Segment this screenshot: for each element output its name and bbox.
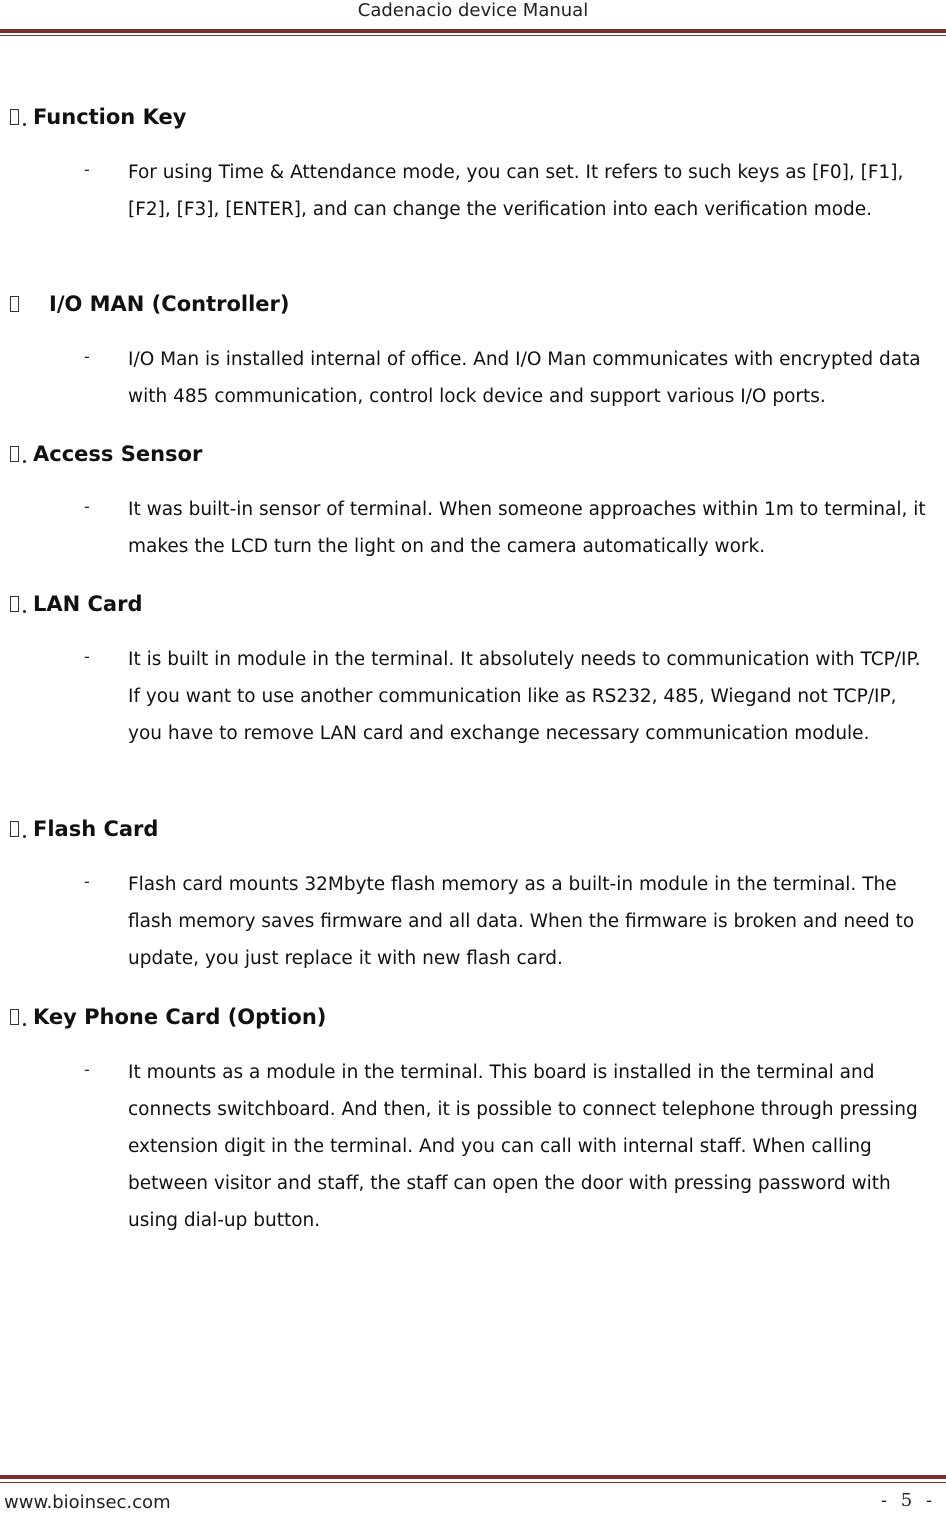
section-title: [0, 589, 143, 619]
section-title-text: LAN Card: [33, 592, 143, 616]
bullet-dash-icon: -: [84, 347, 90, 366]
footer-website: www.bioinsec.com: [4, 1492, 171, 1513]
checkbox-glyph-icon: [10, 109, 19, 125]
header-title: Cadenacio device Manual: [357, 0, 589, 21]
dot-icon: [23, 1023, 26, 1026]
checkbox-glyph-icon: [10, 821, 19, 837]
section-title-text: I/O MAN (Controller): [49, 292, 290, 316]
bullet-dash-icon: -: [84, 160, 90, 179]
page-header: [0, 0, 946, 24]
section-body: It was built-in sensor of terminal. When someone approaches within 1m to terminal, it makes the LCD turn the light on and the camera automatically work.: [128, 499, 926, 557]
section-body: It mounts as a module in the terminal. This board is installed in the terminal and connects switchboard. And then, it is possible to connect telephone through pressing extension digit in the terminal. And you can call with internal staff. When calling between visitor and staff, the staff can open the door with pressing password with using dial-up button.: [128, 1062, 918, 1231]
dot-icon: [23, 835, 26, 838]
checkbox-glyph-icon: [10, 596, 19, 612]
section-title-text: Key Phone Card (Option): [33, 1005, 327, 1029]
section-body: I/O Man is installed internal of office. And I/O Man communicates with encrypted data with 485 communication, control lock device and support various I/O ports.: [128, 349, 921, 407]
section-title-text: Function Key: [33, 105, 187, 129]
footer-rule-thin: [0, 1482, 946, 1483]
checkbox-glyph-icon: [10, 296, 19, 312]
section-title-text: Access Sensor: [33, 442, 203, 466]
bullet-dash-icon: -: [84, 872, 90, 891]
checkbox-glyph-icon: [10, 1009, 19, 1025]
bullet-dash-icon: -: [84, 497, 90, 516]
dot-icon: [23, 123, 26, 126]
footer-page-number: - 5 -: [880, 1490, 936, 1511]
section-title: [0, 102, 186, 132]
footer-rule-thick: [0, 1475, 946, 1479]
header-rule-thick: [0, 29, 946, 33]
bullet-dash-icon: -: [84, 1060, 90, 1079]
section-body: For using Time & Attendance mode, you can set. It refers to such keys as [F0], [F1], [F2], [F3], [ENTER], and can change the verification into each verification mode.: [128, 162, 904, 220]
section-body: It is built in module in the terminal. It absolutely needs to communication with TCP/IP. If you want to use another communication like as RS232, 485, Wiegand not TCP/IP, you have to remove LAN card and exchange necessary communication module.: [128, 649, 921, 744]
section-body: Flash card mounts 32Mbyte flash memory as a built-in module in the terminal. The flash memory saves firmware and all data. When the firmware is broken and need to update, you just replace it with new flash card.: [128, 874, 915, 969]
dot-icon: [23, 460, 26, 463]
dot-icon: [23, 610, 26, 613]
section-title: [0, 289, 290, 319]
section-title: [0, 439, 202, 469]
section-title: [0, 1002, 326, 1032]
checkbox-glyph-icon: [10, 446, 19, 462]
section-title: [0, 814, 158, 844]
bullet-dash-icon: -: [84, 647, 90, 666]
section-title-text: Flash Card: [33, 817, 159, 841]
header-rule-thin: [0, 35, 946, 36]
